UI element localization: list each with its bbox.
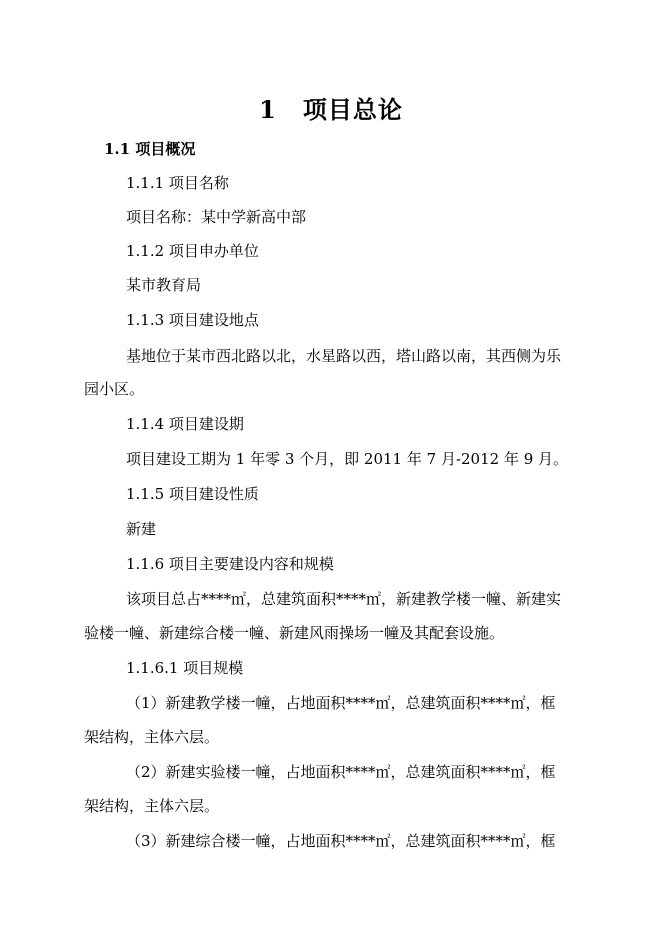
list-item: （1）新建教学楼一幢，占地面积****㎡，总建筑面积****㎡，框: [126, 694, 556, 712]
chapter-number: 1: [259, 95, 277, 124]
list-item-continuation: 架结构，主体六层。: [84, 797, 220, 815]
paragraph-text: 验楼一幢、新建综合楼一幢、新建风雨操场一幢及其配套设施。: [84, 624, 505, 642]
list-item: （2）新建实验楼一幢，占地面积****㎡，总建筑面积****㎡，框: [126, 763, 556, 781]
paragraph-text: 某市教育局: [126, 276, 202, 294]
subsection-label: 1.1.1 项目名称: [126, 174, 229, 192]
list-item: （3）新建综合楼一幢，占地面积****㎡，总建筑面积****㎡，框: [126, 832, 556, 850]
subsection-label: 1.1.4 项目建设期: [126, 415, 244, 433]
subsection-label: 1.1.5 项目建设性质: [126, 485, 259, 503]
chapter-title: [0, 90, 662, 125]
subsection-label: 1.1.6.1 项目规模: [126, 659, 244, 677]
chapter-title-text: 项目总论: [302, 95, 403, 124]
paragraph-text: 园小区。: [84, 380, 145, 398]
subsection-label: 1.1.6 项目主要建设内容和规模: [126, 555, 334, 573]
list-item-continuation: 架结构，主体六层。: [84, 728, 220, 746]
paragraph-text: 新建: [126, 520, 157, 538]
paragraph-text: 项目名称：某中学新高中部: [126, 208, 307, 226]
paragraph-text: 项目建设工期为 1 年零 3 个月，即 2011 年 7 月-2012 年 9 月。: [126, 450, 569, 468]
subsection-label: 1.1.3 项目建设地点: [126, 311, 259, 329]
paragraph-text: 该项目总占****㎡，总建筑面积****㎡，新建教学楼一幢、新建实: [126, 590, 562, 608]
paragraph-text: 基地位于某市西北路以北，水星路以西，塔山路以南，其西侧为乐: [126, 347, 562, 365]
section-heading: 1.1 项目概况: [104, 140, 196, 158]
subsection-label: 1.1.2 项目申办单位: [126, 242, 259, 260]
